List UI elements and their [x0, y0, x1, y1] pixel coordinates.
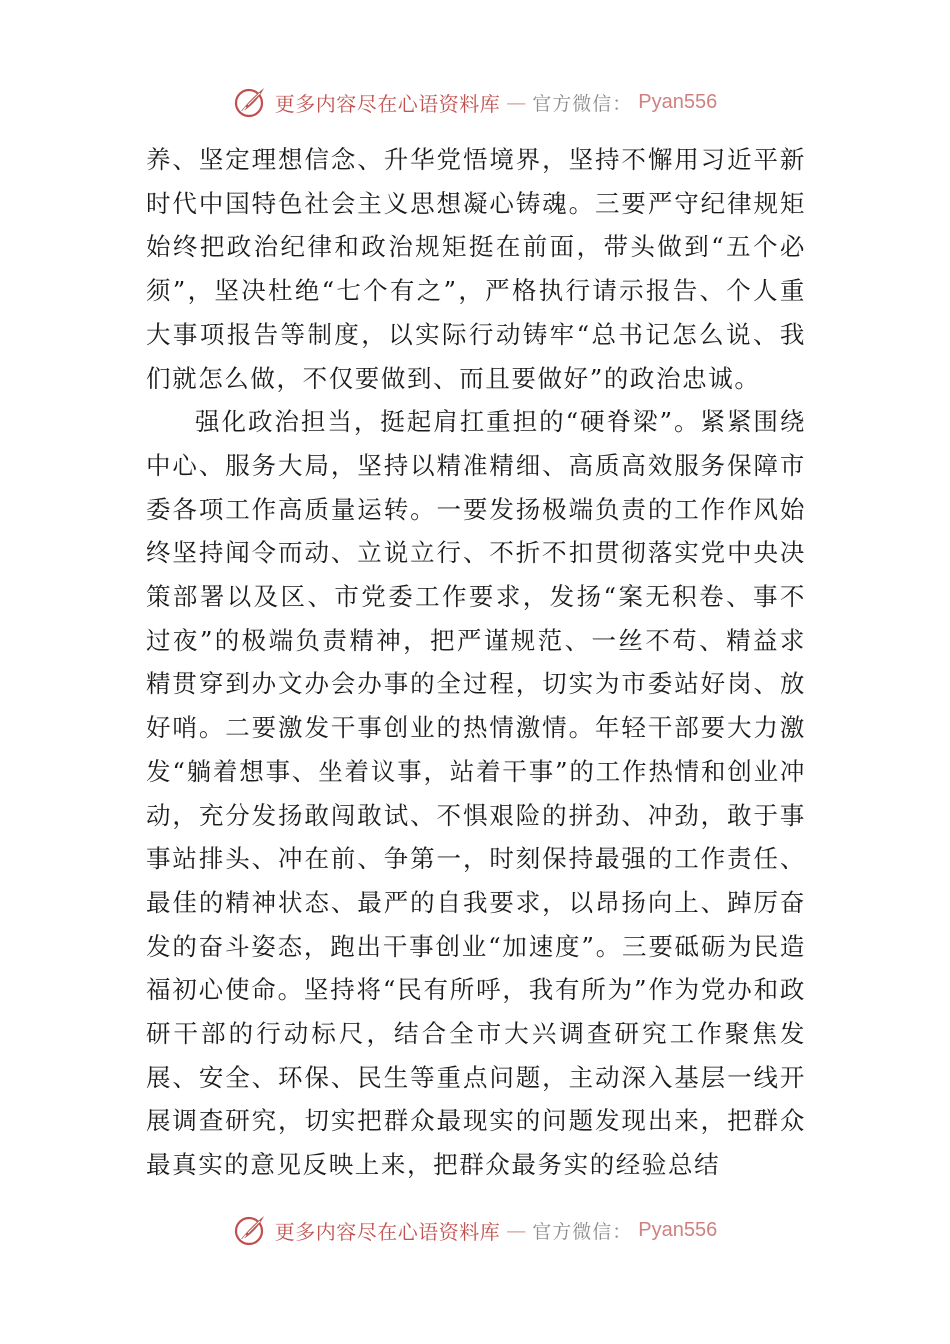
- footer-banner: [0, 1210, 950, 1250]
- header-banner-inner: [233, 84, 717, 120]
- banner-main-text: 更多内容尽在心语资料库: [274, 1219, 501, 1244]
- quill-pen-logo-icon: [233, 84, 269, 120]
- paragraph-2: 强化政治担当，挺起肩扛重担的“硬脊梁”。紧紧围绕中心、服务大局，坚持以精准精细、高质高效服务保障市委各项工作高质量运转。一要发扬极端负责的工作作风始终坚持闻令而动、立说立行、不折不扣贯彻落实党中央决策部署以及区、市党委工作要求，发扬“案无积卷、事不过夜”的极端负责精神，把严谨规范、一丝不苟、精益求精贯穿到办文办会办事的全过程，切实为市委站好岗、放好哨。二要激发干事创业的热情激情。年轻干部要大力激发“躺着想事、坐着议事，站着干事”的工作热情和创业冲动，充分发扬敢闯敢试、不惧艰险的拼劲、冲劲，敢于事事站排头、冲在前、争第一，时刻保持最强的工作责任、最佳的精神状态、最严的自我要求，以昂扬向上、踔厉奋发的奋斗姿态，跑出干事创业“加速度”。三要砥砺为民造福初心使命。坚持将“民有所呼，我有所为”作为党办和政研干部的行动标尺，结合全市大兴调查研究工作聚焦发展、安全、环保、民生等重点问题，主动深入基层一线开展调查研究，切实把群众最现实的问题发现出来，把群众最真实的意见反映上来，把群众最务实的经验总结: [146, 407, 806, 1180]
- banner-dash: —: [506, 90, 527, 114]
- banner-wechat-id: Pyan556: [638, 90, 718, 113]
- banner-dash: —: [506, 1218, 527, 1242]
- banner-sub-text: 官方微信：: [532, 92, 633, 115]
- footer-banner-inner: [233, 1212, 717, 1248]
- banner-sub-text: 官方微信：: [532, 1220, 633, 1243]
- document-body: [146, 138, 806, 1187]
- banner-main-text: 更多内容尽在心语资料库: [274, 91, 501, 116]
- paragraph-1: 养、坚定理想信念、升华党悟境界，坚持不懈用习近平新时代中国特色社会主义思想凝心铸魂。三要严守纪律规矩始终把政治纪律和政治规矩挺在前面，带头做到“五个必须”，坚决杜绝“七个有之”，严格执行请示报告、个人重大事项报告等制度，以实际行动铸牢“总书记怎么说、我们就怎么做，不仅要做到、而且要做好”的政治忠诚。: [146, 145, 806, 393]
- header-banner: [0, 82, 950, 122]
- quill-pen-logo-icon: [233, 1212, 269, 1248]
- banner-wechat-id: Pyan556: [638, 1218, 718, 1241]
